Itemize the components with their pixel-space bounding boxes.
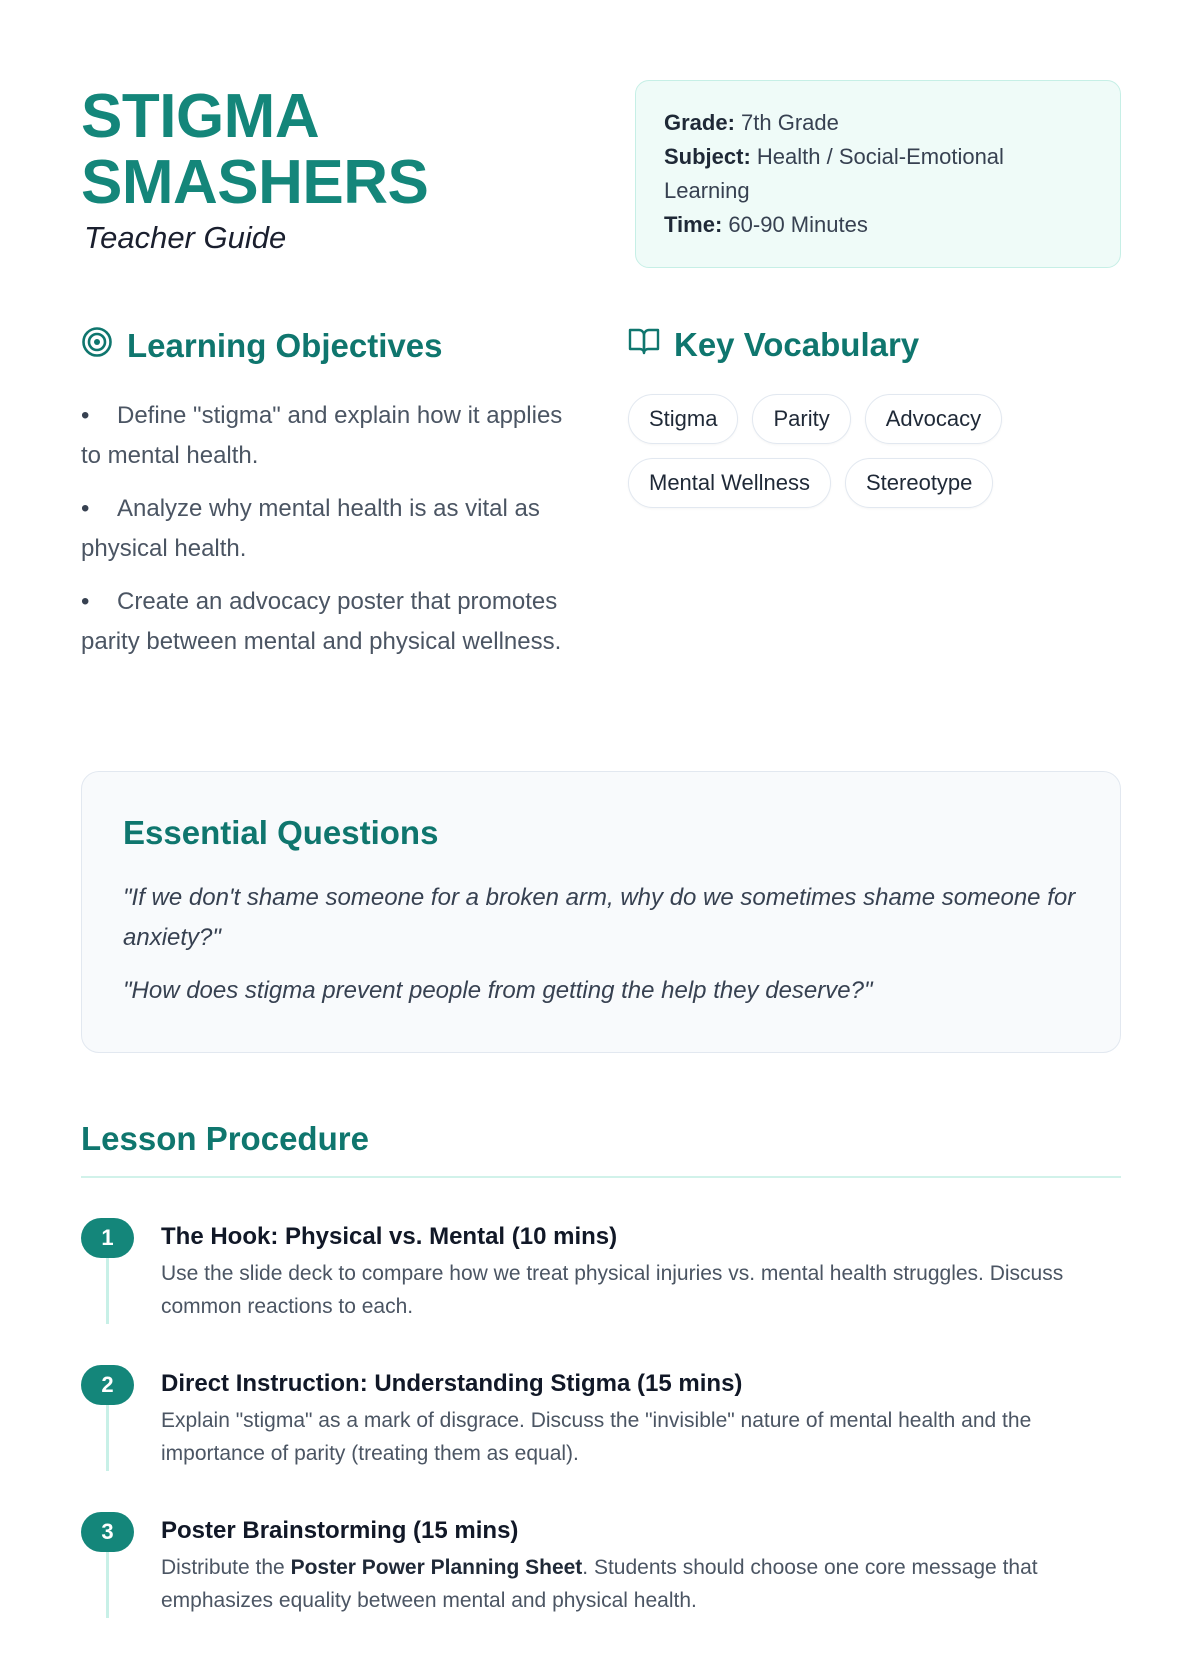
step-connector xyxy=(106,1405,109,1471)
procedure-steps xyxy=(81,1218,1121,1659)
page-title xyxy=(81,84,428,216)
step-body xyxy=(161,1218,1121,1323)
vocab-chip: Mental Wellness xyxy=(628,458,831,508)
step-body xyxy=(161,1365,1121,1470)
objectives-list xyxy=(81,396,581,662)
target-icon xyxy=(81,326,113,366)
vocab-chip: Advocacy xyxy=(865,394,1002,444)
meta-time: Time: 60-90 Minutes xyxy=(664,212,868,237)
objectives-heading: Learning Objectives xyxy=(81,326,581,366)
lesson-procedure-section xyxy=(81,1120,1121,1659)
step-connector xyxy=(106,1258,109,1324)
step-title: The Hook: Physical vs. Mental (10 mins) xyxy=(161,1223,618,1250)
vocabulary-chips xyxy=(628,394,1048,508)
step-title: Direct Instruction: Understanding Stigma (15 mins) xyxy=(161,1370,743,1397)
meta-grade: Grade: 7th Grade xyxy=(664,110,839,135)
key-vocabulary-section xyxy=(628,326,1121,508)
step-description: Explain "stigma" as a mark of disgrace. Discuss the "invisible" nature of mental health and the importance of parity (treating them as equal). xyxy=(161,1409,1032,1465)
step-number-badge: 2 xyxy=(81,1365,134,1405)
header xyxy=(81,84,1121,284)
title-line-2: SMASHERS xyxy=(81,148,429,217)
step-description: Distribute the Poster Power Planning Sheet. Students should choose one core message that emphasizes equality between mental and physical health. xyxy=(161,1556,1038,1612)
page-subtitle: Teacher Guide xyxy=(84,220,287,255)
book-open-icon xyxy=(628,326,660,364)
objective-item: • Define "stigma" and explain how it applies to mental health. xyxy=(81,402,563,469)
step-number-badge: 1 xyxy=(81,1218,134,1258)
vocab-chip: Parity xyxy=(752,394,850,444)
vocab-chip: Stereotype xyxy=(845,458,993,508)
procedure-step xyxy=(81,1365,1121,1512)
essential-question: "How does stigma prevent people from getting the help they deserve?" xyxy=(123,977,873,1004)
title-line-1: STIGMA xyxy=(81,82,320,151)
vocab-chip: Stigma xyxy=(628,394,738,444)
essential-questions-heading: Essential Questions xyxy=(123,814,439,851)
lesson-meta-box xyxy=(635,80,1121,268)
essential-questions-box xyxy=(81,771,1121,1053)
essential-question: "If we don't shame someone for a broken arm, why do we sometimes shame someone for anxiety?" xyxy=(123,884,1076,951)
title-block xyxy=(81,84,428,256)
meta-subject: Subject: Health / Social-Emotional Learning xyxy=(664,144,1004,203)
procedure-heading: Lesson Procedure xyxy=(81,1120,1121,1178)
step-connector xyxy=(106,1552,109,1618)
step-title: Poster Brainstorming (15 mins) xyxy=(161,1517,519,1544)
step-description: Use the slide deck to compare how we treat physical injuries vs. mental health struggles. Discuss common reactions to each. xyxy=(161,1262,1064,1318)
procedure-step xyxy=(81,1218,1121,1365)
learning-objectives-section xyxy=(81,326,581,675)
objective-item: • Analyze why mental health is as vital as physical health. xyxy=(81,495,540,562)
procedure-step xyxy=(81,1512,1121,1659)
step-number-badge: 3 xyxy=(81,1512,134,1552)
objective-item: • Create an advocacy poster that promotes parity between mental and physical wellness. xyxy=(81,588,562,655)
step-body xyxy=(161,1512,1121,1617)
planning-sheet-name: Poster Power Planning Sheet xyxy=(290,1556,583,1579)
vocabulary-heading: Key Vocabulary xyxy=(628,326,1121,364)
